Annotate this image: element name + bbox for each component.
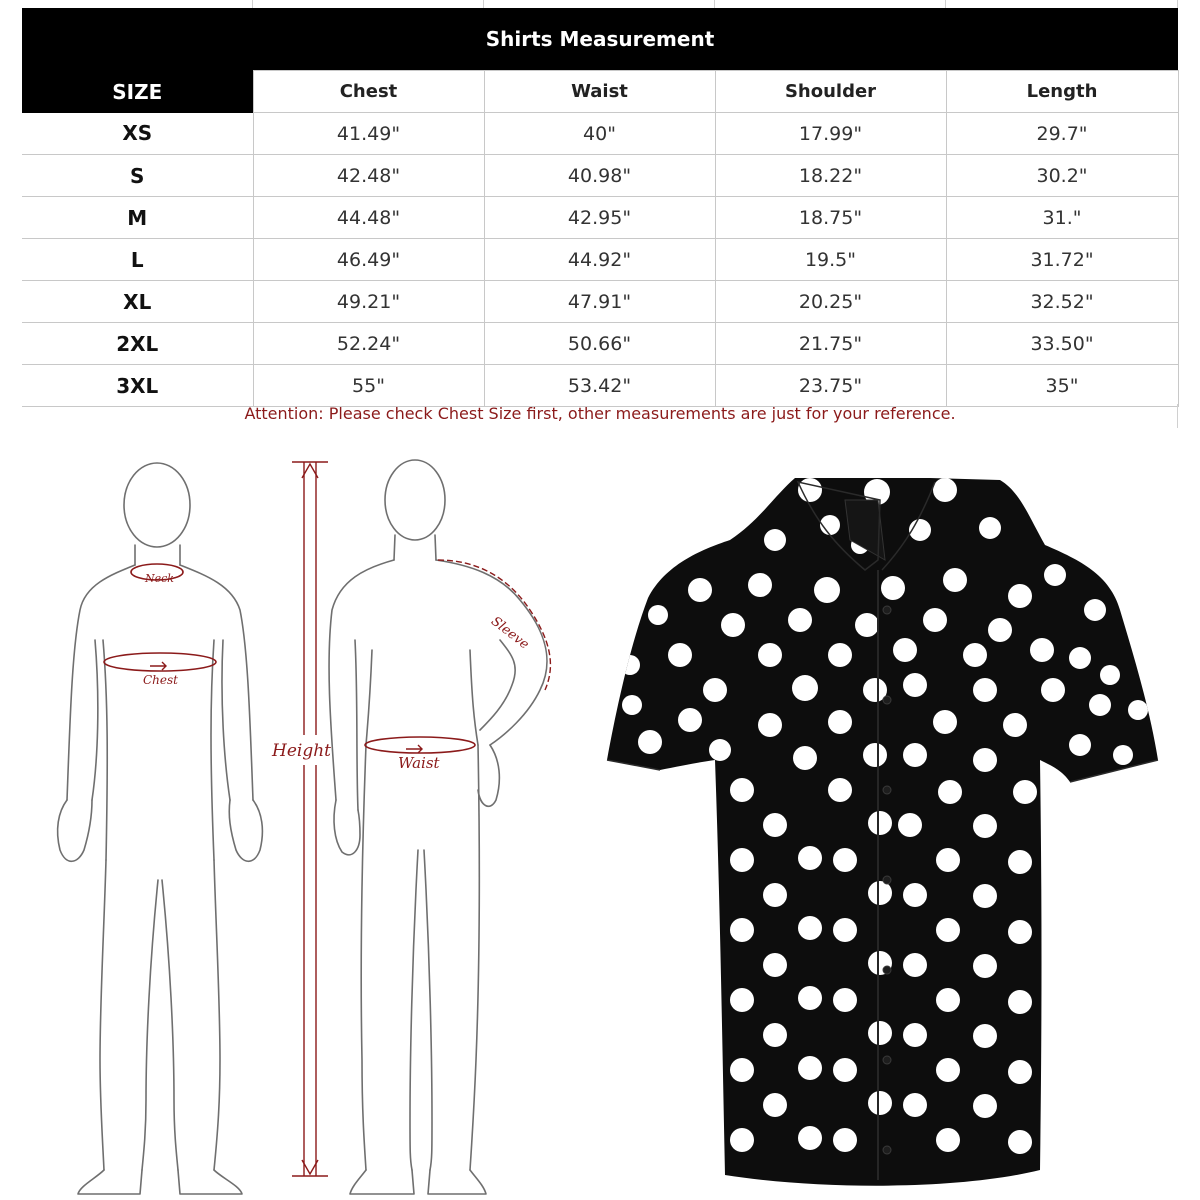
waist-arrow-icon xyxy=(406,745,422,753)
size-header: SIZE xyxy=(22,71,253,113)
chest-cell: 41.49" xyxy=(253,113,484,155)
height-label: Height xyxy=(272,741,331,761)
table-row xyxy=(22,113,1178,155)
right-border-tick xyxy=(1177,404,1178,428)
shoulder-cell: 18.75" xyxy=(715,197,946,239)
shoulder-cell: 18.22" xyxy=(715,155,946,197)
length-cell: 31." xyxy=(946,197,1178,239)
chest-cell: 46.49" xyxy=(253,239,484,281)
size-cell: XL xyxy=(22,281,253,323)
chest-cell: 55" xyxy=(253,365,484,407)
column-header-waist: Waist xyxy=(484,71,715,113)
column-header-chest: Chest xyxy=(253,71,484,113)
size-cell: XS xyxy=(22,113,253,155)
table-row xyxy=(22,281,1178,323)
waist-cell: 53.42" xyxy=(484,365,715,407)
size-chart-table xyxy=(22,8,1179,407)
shoulder-cell: 21.75" xyxy=(715,323,946,365)
neck-label: Neck xyxy=(145,572,174,585)
shoulder-cell: 17.99" xyxy=(715,113,946,155)
chest-arrow-icon xyxy=(150,662,166,670)
table-row xyxy=(22,239,1178,281)
table-title: Shirts Measurement xyxy=(22,8,1178,71)
shoulder-cell: 23.75" xyxy=(715,365,946,407)
size-cell: 3XL xyxy=(22,365,253,407)
waist-label: Waist xyxy=(398,754,440,772)
length-cell: 30.2" xyxy=(946,155,1178,197)
chest-cell: 44.48" xyxy=(253,197,484,239)
waist-cell: 42.95" xyxy=(484,197,715,239)
length-cell: 35" xyxy=(946,365,1178,407)
chest-measure-line xyxy=(104,653,216,671)
length-cell: 31.72" xyxy=(946,239,1178,281)
length-cell: 29.7" xyxy=(946,113,1178,155)
table-header-row xyxy=(22,71,1178,113)
table-row xyxy=(22,365,1178,407)
shoulder-cell: 20.25" xyxy=(715,281,946,323)
chest-cell: 42.48" xyxy=(253,155,484,197)
chest-cell: 49.21" xyxy=(253,281,484,323)
size-cell: L xyxy=(22,239,253,281)
attention-note: Attention: Please check Chest Size first, other measurements are just for your reference. xyxy=(244,404,956,423)
measurement-figure xyxy=(0,440,1200,1200)
chest-cell: 52.24" xyxy=(253,323,484,365)
size-cell: M xyxy=(22,197,253,239)
table-row xyxy=(22,155,1178,197)
height-arrow xyxy=(292,462,328,1176)
sleeve-label: Sleeve xyxy=(488,613,532,653)
back-body-figure xyxy=(329,460,547,1194)
table-row xyxy=(22,323,1178,365)
shirt-photo xyxy=(607,478,1158,1186)
waist-cell: 50.66" xyxy=(484,323,715,365)
length-cell: 33.50" xyxy=(946,323,1178,365)
shoulder-cell: 19.5" xyxy=(715,239,946,281)
waist-cell: 40.98" xyxy=(484,155,715,197)
length-cell: 32.52" xyxy=(946,281,1178,323)
waist-cell: 40" xyxy=(484,113,715,155)
column-header-shoulder: Shoulder xyxy=(715,71,946,113)
table-row xyxy=(22,197,1178,239)
top-column-ticks xyxy=(22,0,1178,8)
column-header-length: Length xyxy=(946,71,1178,113)
chest-label: Chest xyxy=(143,673,178,687)
size-cell: 2XL xyxy=(22,323,253,365)
size-cell: S xyxy=(22,155,253,197)
waist-cell: 44.92" xyxy=(484,239,715,281)
waist-cell: 47.91" xyxy=(484,281,715,323)
